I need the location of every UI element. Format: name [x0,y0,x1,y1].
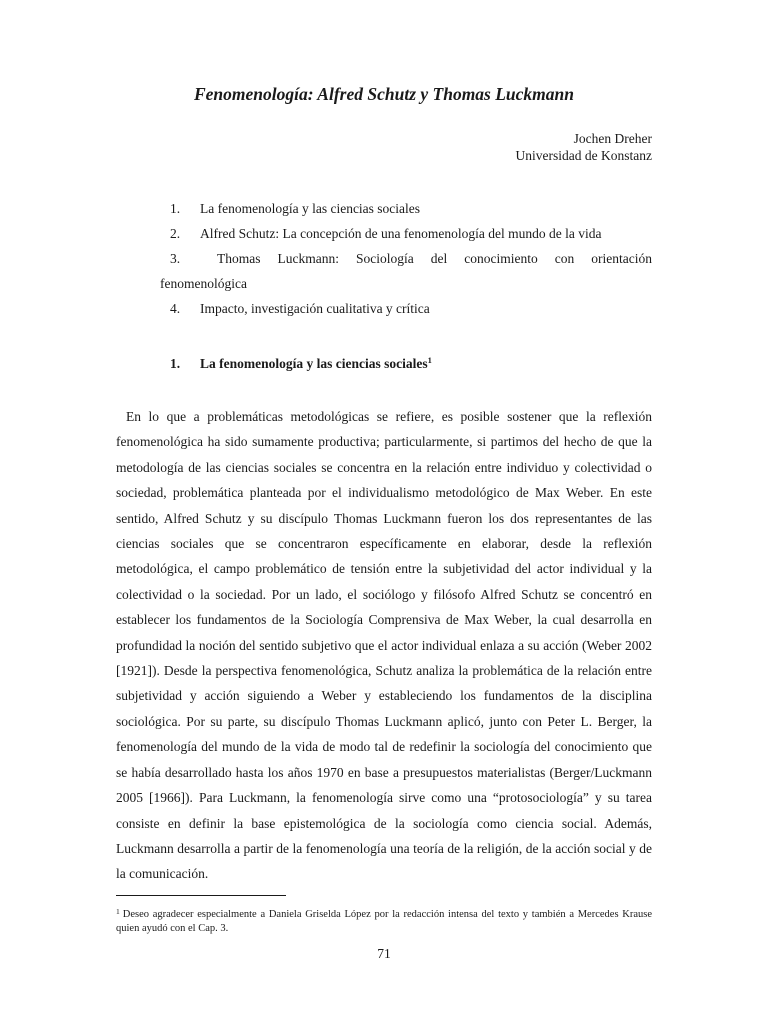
toc-item-word: orientación [591,251,652,266]
toc-item-text: Impacto, investigación cualitativa y crítica [200,301,430,316]
footnote-text: Deseo agradecer especialmente a Daniela Griselda López por la redacción intensa del texto y también a Mercedes Krause quien ayudó con el Cap. 3. [116,909,652,934]
toc-item [160,296,652,321]
toc-item-text: La fenomenología y las ciencias sociales [200,201,421,216]
toc-item-word: del [430,251,448,266]
author-affiliation: Universidad de Konstanz [515,148,652,163]
page-number: 71 [377,946,391,961]
toc-item-number: 1. [170,201,181,216]
footnote-divider [116,895,286,896]
toc-item [160,246,652,296]
toc-item-number: 2. [170,226,181,241]
body-paragraph: En lo que a problemáticas metodológicas se refiere, es posible sostener que la reflexión fenomenológica ha sido sumamente productiva; particularmente, si partimos del hecho de que la metodología de las ciencias sociales se concentra en la relación entre individuo y colectividad o sociedad, problemática planteada por el individualismo metodológico de Max Weber. En este sentido, Alfred Schutz y su discípulo Thomas Luckmann fueron los dos representantes de las ciencias sociales que se concentraron específicamente en elaborar, desde la reflexión metodológica, el campo problemático de tensión entre la subjetividad del actor individual y la colectividad o la sociedad. Por un lado, el sociólogo y filósofo Alfred Schutz se concentró en establecer los fundamentos de la Sociología Comprensiva de Max Weber, la cual desarrolla en profundidad la noción del sentido subjetivo que el actor individual enlaza a su acción (Weber 2002 [1921]). Desde la perspectiva fenomenológica, Schutz analiza la problemática de la relación entre subjetividad y acción siguiendo a Weber y estableciendo los fundamentos de la disciplina sociológica. Por su parte, su discípulo Thomas Luckmann aplicó, junto con Peter L. Berger, la fenomenología del mundo de la vida de modo tal de redefinir la sociología del conocimiento que se había desarrollado hasta los años 1970 en base a presupuestos materialistas (Berger/Luckmann 2005 [1966]). Para Luckmann, la fenomenología sirve como una “protosociología” y su tarea consiste en definir la base epistemológica de la sociología como ciencia social. Además, Luckmann desarrolla a partir de la fenomenología una teoría de la religión, de la acción social y de la comunicación. [116,409,652,882]
toc-item [160,221,652,246]
footnote [116,905,652,936]
toc-item-number: 4. [170,301,181,316]
toc-item-word: Sociología [355,251,414,266]
toc-item-number: 3. [170,251,181,266]
toc-item-word: conocimiento [464,251,538,266]
author-name: Jochen Dreher [573,131,652,146]
author-block [516,130,652,164]
toc-item [160,196,652,221]
table-of-contents [160,196,652,321]
paper-title: Fenomenología: Alfred Schutz y Thomas Luckmann [193,84,575,104]
section-heading [170,355,432,372]
toc-item-word: Thomas [217,251,261,266]
toc-item-continuation: fenomenológica [160,276,247,291]
section-title: La fenomenología y las ciencias sociales [200,356,428,371]
section-number: 1. [170,356,181,371]
toc-item-first-line [160,246,652,271]
toc-item-word: con [554,251,575,266]
footnote-reference: 1 [427,355,432,365]
footnote-mark: 1 [116,907,120,916]
toc-item-word: Luckmann: [277,251,339,266]
toc-item-text: Alfred Schutz: La concepción de una fenomenología del mundo de la vida [200,226,602,241]
